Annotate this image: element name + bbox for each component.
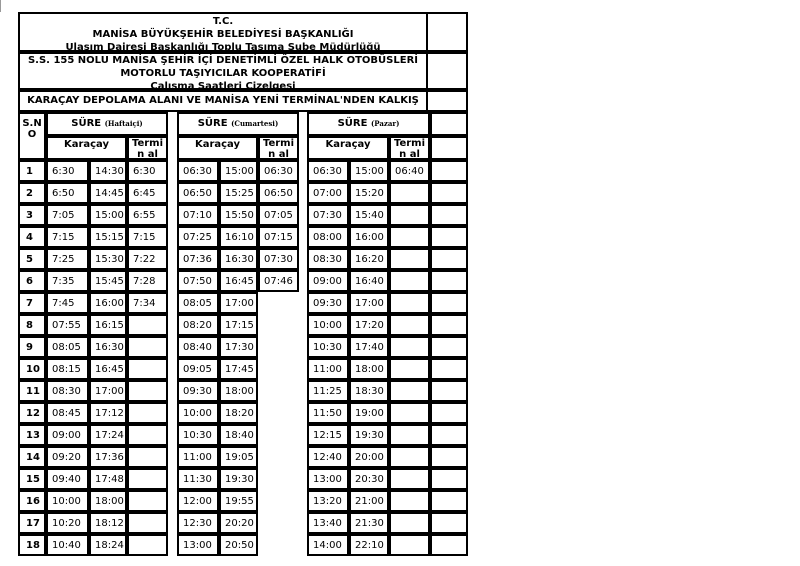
- saturday-karacay-1: 09:30: [177, 380, 219, 402]
- weekday-karacay-2: 18:24: [89, 534, 127, 556]
- weekday-terminal: 7:28: [127, 270, 168, 292]
- weekday-terminal: [127, 402, 168, 424]
- header-line-tc: T.C.: [212, 16, 234, 27]
- column-header-saturday: [177, 112, 299, 136]
- saturday-karacay-2: 18:00: [219, 380, 258, 402]
- route-title: KARAÇAY DEPOLAMA ALANI VE MANİSA YENİ TERMİNAL'NDEN KALKIŞ: [18, 90, 428, 112]
- period-label: (Pazar): [370, 119, 400, 128]
- weekday-terminal: [127, 512, 168, 534]
- saturday-karacay-1: 07:36: [177, 248, 219, 270]
- sunday-karacay-2: 18:30: [349, 380, 389, 402]
- sunday-terminal: [389, 182, 430, 204]
- sunday-karacay-1: 13:00: [307, 468, 349, 490]
- row-number: 11: [18, 380, 46, 402]
- saturday-karacay-header: Karaçay: [177, 136, 258, 160]
- header-line-schedule: Çalışma Saatleri Çizelgesi: [150, 81, 296, 92]
- saturday-terminal: 07:15: [258, 226, 299, 248]
- side-cell: [430, 314, 468, 336]
- sunday-karacay-2: 16:40: [349, 270, 389, 292]
- side-cell: [430, 160, 468, 182]
- row-number: 14: [18, 446, 46, 468]
- weekday-terminal: 6:30: [127, 160, 168, 182]
- side-cell: [430, 270, 468, 292]
- sunday-karacay-1: 08:00: [307, 226, 349, 248]
- saturday-karacay-1: 06:50: [177, 182, 219, 204]
- sunday-karacay-2: 20:00: [349, 446, 389, 468]
- weekday-terminal: [127, 446, 168, 468]
- sure-label: SÜRE: [337, 118, 371, 129]
- saturday-karacay-2: 15:00: [219, 160, 258, 182]
- header-line-coop: MOTORLU TAŞIYICILAR KOOPERATİFİ: [120, 68, 326, 79]
- sunday-karacay-1: 11:00: [307, 358, 349, 380]
- saturday-karacay-1: 08:20: [177, 314, 219, 336]
- sunday-karacay-2: 17:20: [349, 314, 389, 336]
- sunday-karacay-2: 20:30: [349, 468, 389, 490]
- side-cell: [430, 336, 468, 358]
- saturday-karacay-1: 12:00: [177, 490, 219, 512]
- saturday-karacay-1: 13:00: [177, 534, 219, 556]
- weekday-karacay-2: 18:00: [89, 490, 127, 512]
- saturday-karacay-2: 17:45: [219, 358, 258, 380]
- side-cell: [430, 424, 468, 446]
- row-number: 16: [18, 490, 46, 512]
- side-cell: [430, 292, 468, 314]
- row-number: 17: [18, 512, 46, 534]
- sunday-karacay-1: 13:40: [307, 512, 349, 534]
- weekday-terminal-header: Termin al: [127, 136, 168, 160]
- sunday-karacay-2: 16:00: [349, 226, 389, 248]
- saturday-karacay-2: 15:25: [219, 182, 258, 204]
- saturday-karacay-2: 20:20: [219, 512, 258, 534]
- sunday-karacay-1: 13:20: [307, 490, 349, 512]
- weekday-karacay-1: 7:45: [46, 292, 89, 314]
- weekday-karacay-1: 08:30: [46, 380, 89, 402]
- period-label: (Haftaiçi): [104, 119, 143, 128]
- weekday-karacay-2: 16:30: [89, 336, 127, 358]
- weekday-terminal: 7:34: [127, 292, 168, 314]
- sunday-terminal: [389, 270, 430, 292]
- weekday-terminal: 6:45: [127, 182, 168, 204]
- saturday-terminal: 07:30: [258, 248, 299, 270]
- saturday-karacay-2: 17:30: [219, 336, 258, 358]
- row-number: 8: [18, 314, 46, 336]
- sunday-karacay-1: 12:15: [307, 424, 349, 446]
- weekday-karacay-2: 17:24: [89, 424, 127, 446]
- sunday-karacay-1: 11:25: [307, 380, 349, 402]
- header-line-department: Ulaşım Dairesi Başkanlığı Toplu Taşıma Şube Müdürlüğü: [65, 42, 381, 53]
- weekday-karacay-1: 10:00: [46, 490, 89, 512]
- row-number: 9: [18, 336, 46, 358]
- weekday-karacay-1: 10:20: [46, 512, 89, 534]
- row-number: 4: [18, 226, 46, 248]
- sunday-karacay-1: 09:00: [307, 270, 349, 292]
- sunday-karacay-1: 11:50: [307, 402, 349, 424]
- row-number: 13: [18, 424, 46, 446]
- sunday-karacay-2: 19:00: [349, 402, 389, 424]
- saturday-karacay-2: 16:10: [219, 226, 258, 248]
- saturday-karacay-2: 16:30: [219, 248, 258, 270]
- sure-label: SÜRE: [71, 118, 105, 129]
- weekday-karacay-2: 15:30: [89, 248, 127, 270]
- header-line-bus: S.S. 155 NOLU MANİSA ŞEHİR İÇİ DENETİMLİ ÖZEL HALK OTOBÜSLERİ: [27, 55, 419, 66]
- column-header-sunday: [307, 112, 430, 136]
- weekday-karacay-1: 07:55: [46, 314, 89, 336]
- side-cell: [430, 226, 468, 248]
- saturday-karacay-1: 10:00: [177, 402, 219, 424]
- weekday-karacay-2: 15:00: [89, 204, 127, 226]
- weekday-karacay-2: 16:15: [89, 314, 127, 336]
- row-number: 1: [18, 160, 46, 182]
- sunday-terminal: [389, 534, 430, 556]
- header-line-municipality: MANİSA BÜYÜKŞEHİR BELEDİYESİ BAŞKANLIĞI: [92, 29, 354, 40]
- sunday-karacay-2: 16:20: [349, 248, 389, 270]
- weekday-karacay-1: 6:30: [46, 160, 89, 182]
- side-cell: [430, 534, 468, 556]
- weekday-terminal: 7:15: [127, 226, 168, 248]
- side-cell: [430, 402, 468, 424]
- weekday-karacay-2: 16:00: [89, 292, 127, 314]
- sunday-karacay-1: 06:30: [307, 160, 349, 182]
- saturday-karacay-2: 15:50: [219, 204, 258, 226]
- saturday-karacay-2: 18:20: [219, 402, 258, 424]
- weekday-karacay-2: 15:15: [89, 226, 127, 248]
- weekday-karacay-2: 17:48: [89, 468, 127, 490]
- weekday-karacay-2: 17:12: [89, 402, 127, 424]
- saturday-terminal: 06:50: [258, 182, 299, 204]
- saturday-karacay-2: 17:15: [219, 314, 258, 336]
- weekday-terminal: [127, 490, 168, 512]
- weekday-karacay-2: 15:45: [89, 270, 127, 292]
- saturday-karacay-1: 08:40: [177, 336, 219, 358]
- saturday-terminal: 07:46: [258, 270, 299, 292]
- sunday-karacay-2: 17:40: [349, 336, 389, 358]
- sunday-karacay-1: 12:40: [307, 446, 349, 468]
- sunday-karacay-1: 10:00: [307, 314, 349, 336]
- weekday-terminal: 6:55: [127, 204, 168, 226]
- saturday-karacay-2: 19:30: [219, 468, 258, 490]
- sunday-karacay-1: 14:00: [307, 534, 349, 556]
- weekday-terminal: [127, 424, 168, 446]
- row-number: 12: [18, 402, 46, 424]
- weekday-karacay-1: 09:00: [46, 424, 89, 446]
- sunday-karacay-2: 22:10: [349, 534, 389, 556]
- sunday-terminal: [389, 490, 430, 512]
- weekday-karacay-1: 7:15: [46, 226, 89, 248]
- sunday-karacay-2: 17:00: [349, 292, 389, 314]
- row-number: 6: [18, 270, 46, 292]
- row-number: 3: [18, 204, 46, 226]
- weekday-karacay-1: 7:35: [46, 270, 89, 292]
- weekday-karacay-2: 14:30: [89, 160, 127, 182]
- sunday-karacay-header: Karaçay: [307, 136, 389, 160]
- side-cell: [430, 490, 468, 512]
- weekday-karacay-2: 17:36: [89, 446, 127, 468]
- weekday-karacay-1: 7:05: [46, 204, 89, 226]
- weekday-karacay-1: 09:20: [46, 446, 89, 468]
- side-cell: [430, 512, 468, 534]
- sunday-terminal: [389, 468, 430, 490]
- sunday-karacay-2: 19:30: [349, 424, 389, 446]
- weekday-terminal: [127, 358, 168, 380]
- weekday-karacay-1: 10:40: [46, 534, 89, 556]
- weekday-karacay-1: 08:05: [46, 336, 89, 358]
- saturday-karacay-2: 18:40: [219, 424, 258, 446]
- weekday-karacay-1: 08:45: [46, 402, 89, 424]
- column-header-sno: S.N O: [18, 112, 46, 160]
- sunday-terminal: [389, 402, 430, 424]
- saturday-karacay-1: 07:50: [177, 270, 219, 292]
- sunday-karacay-1: 09:30: [307, 292, 349, 314]
- saturday-karacay-1: 11:30: [177, 468, 219, 490]
- sunday-terminal: [389, 292, 430, 314]
- sunday-terminal: [389, 248, 430, 270]
- weekday-terminal: [127, 336, 168, 358]
- saturday-karacay-2: 19:55: [219, 490, 258, 512]
- row-number: 18: [18, 534, 46, 556]
- sunday-karacay-2: 21:00: [349, 490, 389, 512]
- sunday-terminal: [389, 226, 430, 248]
- saturday-karacay-1: 11:00: [177, 446, 219, 468]
- saturday-karacay-1: 12:30: [177, 512, 219, 534]
- weekday-karacay-2: 17:00: [89, 380, 127, 402]
- weekday-karacay-1: 09:40: [46, 468, 89, 490]
- saturday-terminal: 06:30: [258, 160, 299, 182]
- side-cell: [430, 248, 468, 270]
- saturday-terminal-header: Termin al: [258, 136, 299, 160]
- sunday-terminal: [389, 336, 430, 358]
- weekday-karacay-1: 6:50: [46, 182, 89, 204]
- sunday-terminal: [389, 380, 430, 402]
- saturday-karacay-2: 19:05: [219, 446, 258, 468]
- sunday-terminal-header: Termin al: [389, 136, 430, 160]
- sunday-karacay-2: 15:00: [349, 160, 389, 182]
- weekday-terminal: [127, 468, 168, 490]
- row-number: 7: [18, 292, 46, 314]
- weekday-karacay-2: 18:12: [89, 512, 127, 534]
- weekday-terminal: [127, 534, 168, 556]
- saturday-karacay-2: 16:45: [219, 270, 258, 292]
- side-cell: [430, 380, 468, 402]
- saturday-terminal: 07:05: [258, 204, 299, 226]
- saturday-karacay-1: 06:30: [177, 160, 219, 182]
- saturday-karacay-1: 07:10: [177, 204, 219, 226]
- weekday-karacay-2: 16:45: [89, 358, 127, 380]
- row-number: 15: [18, 468, 46, 490]
- sunday-karacay-2: 21:30: [349, 512, 389, 534]
- saturday-karacay-1: 10:30: [177, 424, 219, 446]
- side-cell: [430, 112, 468, 136]
- sunday-karacay-2: 15:20: [349, 182, 389, 204]
- saturday-karacay-1: 08:05: [177, 292, 219, 314]
- side-cell: [430, 204, 468, 226]
- saturday-karacay-2: 17:00: [219, 292, 258, 314]
- side-cell: [430, 468, 468, 490]
- side-cell: [430, 136, 468, 160]
- sunday-karacay-1: 07:00: [307, 182, 349, 204]
- sunday-terminal: [389, 204, 430, 226]
- weekday-karacay-2: 14:45: [89, 182, 127, 204]
- sure-label: SÜRE: [197, 118, 232, 129]
- weekday-terminal: [127, 314, 168, 336]
- weekday-karacay-1: 08:15: [46, 358, 89, 380]
- sunday-terminal: [389, 358, 430, 380]
- row-number: 10: [18, 358, 46, 380]
- saturday-karacay-1: 09:05: [177, 358, 219, 380]
- saturday-karacay-1: 07:25: [177, 226, 219, 248]
- side-cell: [430, 182, 468, 204]
- sunday-karacay-2: 18:00: [349, 358, 389, 380]
- side-cell: [430, 446, 468, 468]
- sunday-karacay-2: 15:40: [349, 204, 389, 226]
- weekday-karacay-header: Karaçay: [46, 136, 127, 160]
- weekday-karacay-1: 7:25: [46, 248, 89, 270]
- sunday-terminal: [389, 446, 430, 468]
- sunday-terminal: [389, 512, 430, 534]
- side-cell: [430, 358, 468, 380]
- saturday-karacay-2: 20:50: [219, 534, 258, 556]
- row-number: 5: [18, 248, 46, 270]
- sunday-karacay-1: 07:30: [307, 204, 349, 226]
- row-number: 2: [18, 182, 46, 204]
- weekday-terminal: [127, 380, 168, 402]
- sunday-terminal: [389, 314, 430, 336]
- sunday-karacay-1: 08:30: [307, 248, 349, 270]
- column-header-weekday: [46, 112, 168, 136]
- sunday-karacay-1: 10:30: [307, 336, 349, 358]
- sunday-terminal: [389, 424, 430, 446]
- weekday-terminal: 7:22: [127, 248, 168, 270]
- period-label: (Cumartesi): [231, 119, 279, 128]
- sunday-terminal: 06:40: [389, 160, 430, 182]
